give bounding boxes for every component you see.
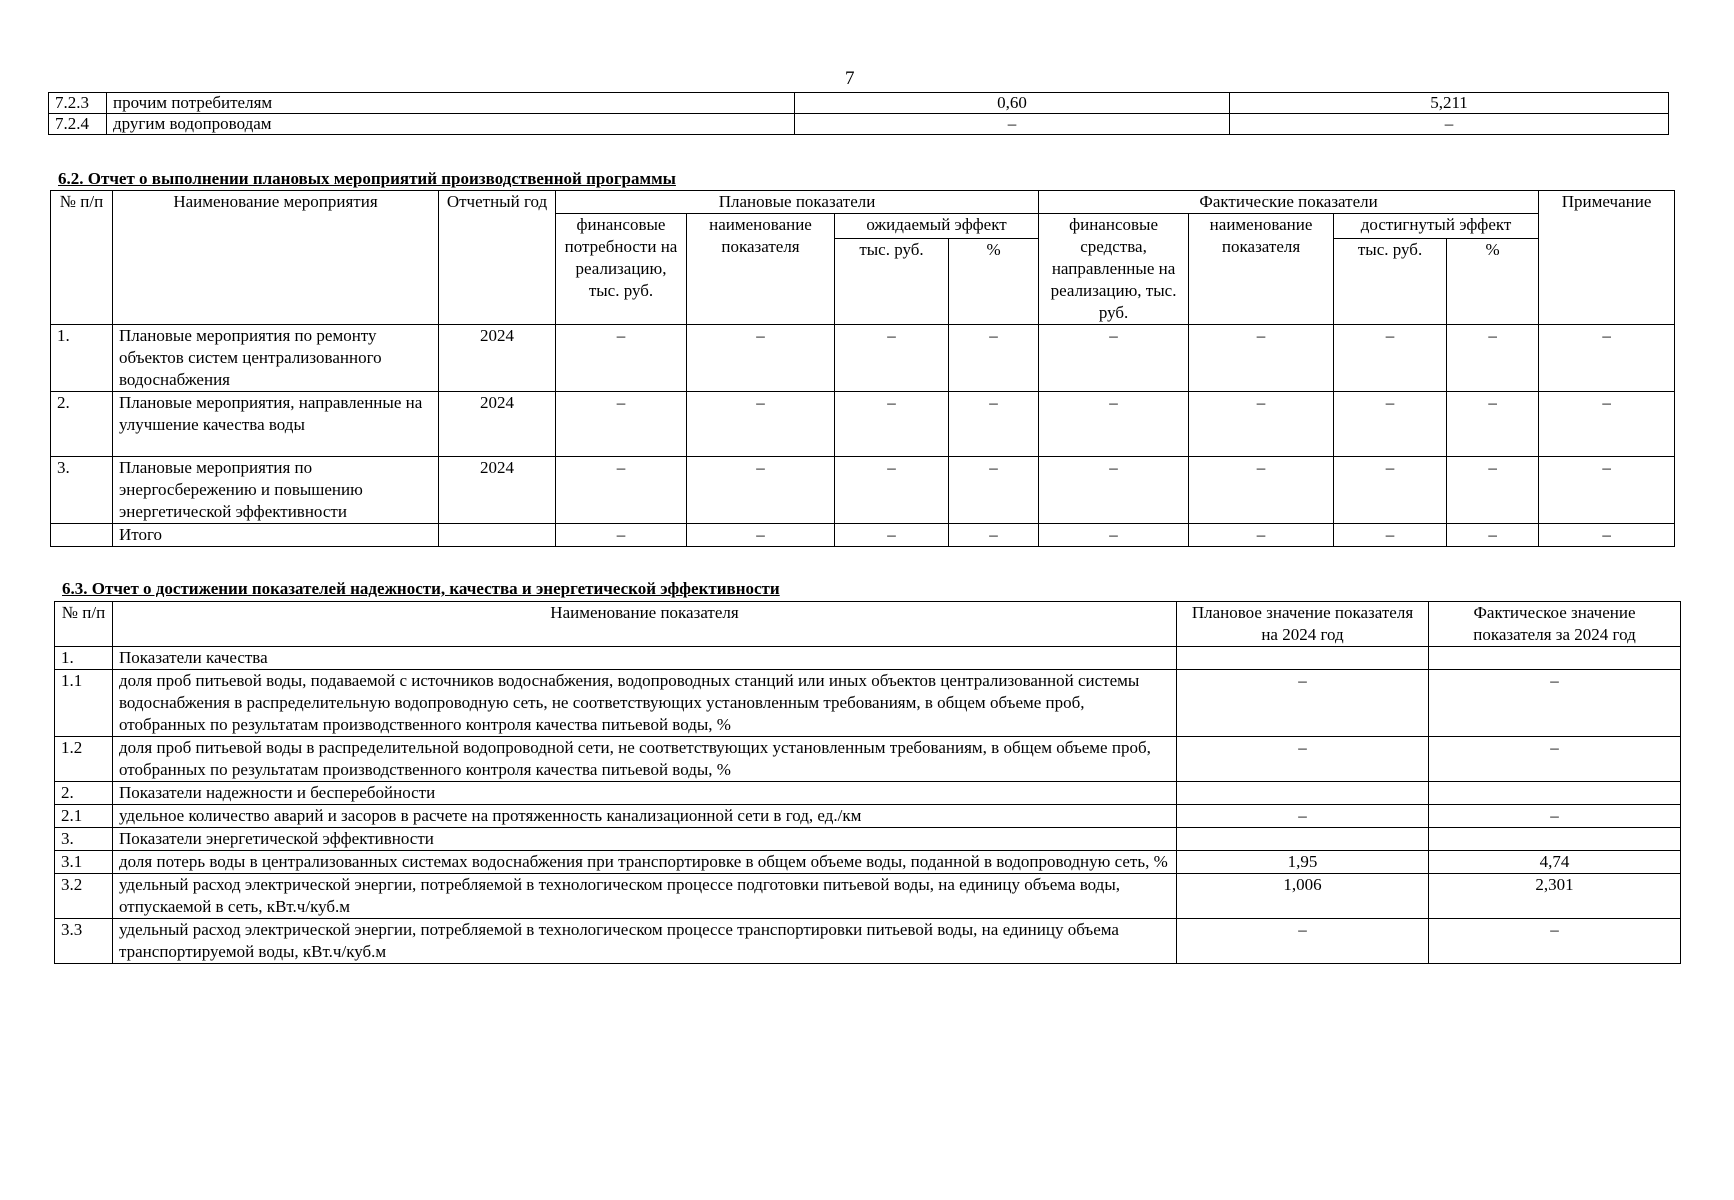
header-num: № п/п: [55, 602, 113, 647]
header-fact-fin: финансовые средства, направленные на реализацию, тыс. руб.: [1039, 214, 1189, 325]
header-fact: Фактическое значение показателя за 2024 год: [1429, 602, 1681, 647]
page-number: 7: [845, 68, 855, 89]
header-plan: Плановое значение показателя на 2024 год: [1177, 602, 1429, 647]
fact-value: 5,211: [1230, 93, 1669, 114]
table-row: [55, 828, 1681, 851]
cell: –: [1189, 392, 1334, 457]
row-name: другим водопроводам: [107, 114, 795, 135]
row-name: доля проб питьевой воды в распределительной водопроводной сети, не соответствующих установленным требованиям, в общем объеме проб, отобранных по результатам производственного контроля качества питьевой воды, %: [113, 737, 1177, 782]
table-row: [55, 647, 1681, 670]
fact-value: [1429, 782, 1681, 805]
section-62-table: [50, 190, 1675, 547]
cell: –: [1189, 457, 1334, 524]
row-number: 3.1: [55, 851, 113, 874]
fact-value: –: [1429, 805, 1681, 828]
row-number: 3.3: [55, 919, 113, 964]
section-63-table: [54, 601, 1681, 964]
header-name: Наименование мероприятия: [113, 191, 439, 325]
top-table: [48, 92, 1669, 135]
cell: –: [1334, 392, 1447, 457]
header-plan-pct: %: [949, 239, 1039, 325]
header-note: Примечание: [1539, 191, 1675, 325]
cell: –: [1539, 325, 1675, 392]
row-name: прочим потребителям: [107, 93, 795, 114]
row-number: 2.: [55, 782, 113, 805]
cell: –: [1539, 524, 1675, 547]
row-name: Показатели качества: [113, 647, 1177, 670]
cell: –: [1334, 457, 1447, 524]
plan-value: 1,006: [1177, 874, 1429, 919]
cell: –: [835, 524, 949, 547]
table-row: [49, 114, 1669, 135]
header-plan-ind: наименование показателя: [687, 214, 835, 325]
fact-value: [1429, 647, 1681, 670]
cell: –: [556, 325, 687, 392]
row-year: 2024: [439, 392, 556, 457]
cell: –: [835, 457, 949, 524]
cell: –: [1039, 325, 1189, 392]
cell: –: [835, 392, 949, 457]
section-63-title: 6.3. Отчет о достижении показателей надежности, качества и энергетической эффективности: [62, 579, 780, 598]
plan-value: –: [1177, 919, 1429, 964]
row-number: 7.2.3: [49, 93, 107, 114]
cell: –: [687, 524, 835, 547]
cell: –: [1334, 325, 1447, 392]
cell: –: [1039, 524, 1189, 547]
table-row: [51, 325, 1675, 392]
table-row: [49, 93, 1669, 114]
fact-value: [1429, 828, 1681, 851]
row-number: 2.: [51, 392, 113, 457]
table-row: [55, 737, 1681, 782]
plan-value: –: [1177, 805, 1429, 828]
fact-value: 4,74: [1429, 851, 1681, 874]
header-name: Наименование показателя: [113, 602, 1177, 647]
header-num: № п/п: [51, 191, 113, 325]
plan-value: –: [1177, 670, 1429, 737]
row-year: 2024: [439, 325, 556, 392]
cell: –: [556, 392, 687, 457]
table-row: [55, 874, 1681, 919]
table-row: [55, 782, 1681, 805]
row-number: 1.: [51, 325, 113, 392]
table-row: [55, 919, 1681, 964]
cell: –: [556, 457, 687, 524]
row-number: 3.2: [55, 874, 113, 919]
row-number: 7.2.4: [49, 114, 107, 135]
header-plan-fin: финансовые потребности на реализацию, тыс. руб.: [556, 214, 687, 325]
row-number: 3.: [55, 828, 113, 851]
cell: –: [1447, 524, 1539, 547]
row-year: [439, 524, 556, 547]
row-name: Плановые мероприятия по ремонту объектов систем централизованного водоснабжения: [113, 325, 439, 392]
table-row: [55, 851, 1681, 874]
row-name: удельный расход электрической энергии, потребляемой в технологическом процессе транспортировки питьевой воды, на единицу объема транспортируемой воды, кВт.ч/куб.м: [113, 919, 1177, 964]
plan-value: –: [795, 114, 1230, 135]
cell: –: [687, 457, 835, 524]
header-year: Отчетный год: [439, 191, 556, 325]
header-plan-thous: тыс. руб.: [835, 239, 949, 325]
row-number: 2.1: [55, 805, 113, 828]
fact-value: –: [1230, 114, 1669, 135]
cell: –: [835, 325, 949, 392]
cell: –: [1447, 325, 1539, 392]
row-name: Показатели энергетической эффективности: [113, 828, 1177, 851]
total-label: Итого: [113, 524, 439, 547]
row-number: 1.: [55, 647, 113, 670]
fact-value: –: [1429, 737, 1681, 782]
row-name: удельное количество аварий и засоров в расчете на протяженность канализационной сети в год, ед./км: [113, 805, 1177, 828]
header-plan-effect: ожидаемый эффект: [835, 214, 1039, 239]
row-year: 2024: [439, 457, 556, 524]
plan-value: [1177, 782, 1429, 805]
cell: –: [1539, 457, 1675, 524]
plan-value: 0,60: [795, 93, 1230, 114]
cell: –: [687, 392, 835, 457]
row-number: 3.: [51, 457, 113, 524]
cell: –: [949, 524, 1039, 547]
fact-value: –: [1429, 670, 1681, 737]
section-62-title: 6.2. Отчет о выполнении плановых мероприятий производственной программы: [58, 169, 676, 188]
header-fact-thous: тыс. руб.: [1334, 239, 1447, 325]
table-row: [55, 670, 1681, 737]
header-actual: Фактические показатели: [1039, 191, 1539, 214]
row-number: 1.1: [55, 670, 113, 737]
cell: –: [1189, 524, 1334, 547]
cell: –: [949, 457, 1039, 524]
plan-value: [1177, 647, 1429, 670]
header-planned: Плановые показатели: [556, 191, 1039, 214]
cell: –: [1447, 457, 1539, 524]
row-name: доля потерь воды в централизованных системах водоснабжения при транспортировке в общем объеме воды, поданной в водопроводную сеть, %: [113, 851, 1177, 874]
cell: –: [1189, 325, 1334, 392]
cell: –: [1039, 457, 1189, 524]
header-fact-effect: достигнутый эффект: [1334, 214, 1539, 239]
plan-value: [1177, 828, 1429, 851]
fact-value: 2,301: [1429, 874, 1681, 919]
header-fact-ind: наименование показателя: [1189, 214, 1334, 325]
cell: –: [1039, 392, 1189, 457]
row-name: доля проб питьевой воды, подаваемой с источников водоснабжения, водопроводных станций или иных объектов централизованной системы водоснабжения в распределительную водопроводную сеть, не соответствующих установленным требованиям, в общем объеме проб, отобранных по результатам производственного контроля качества питьевой воды, %: [113, 670, 1177, 737]
row-number: 1.2: [55, 737, 113, 782]
cell: –: [949, 392, 1039, 457]
table-row: [51, 392, 1675, 457]
plan-value: –: [1177, 737, 1429, 782]
row-name: Плановые мероприятия по энергосбережению и повышению энергетической эффективности: [113, 457, 439, 524]
cell: –: [949, 325, 1039, 392]
row-name: Плановые мероприятия, направленные на улучшение качества воды: [113, 392, 439, 457]
header-fact-pct: %: [1447, 239, 1539, 325]
table-row: [55, 805, 1681, 828]
row-name: удельный расход электрической энергии, потребляемой в технологическом процессе подготовки питьевой воды, на единицу объема воды, отпускаемой в сеть, кВт.ч/куб.м: [113, 874, 1177, 919]
table-row: [51, 457, 1675, 524]
total-row: [51, 524, 1675, 547]
cell: –: [687, 325, 835, 392]
cell: –: [1539, 392, 1675, 457]
cell: –: [556, 524, 687, 547]
cell: –: [1447, 392, 1539, 457]
row-number: [51, 524, 113, 547]
cell: –: [1334, 524, 1447, 547]
fact-value: –: [1429, 919, 1681, 964]
row-name: Показатели надежности и бесперебойности: [113, 782, 1177, 805]
plan-value: 1,95: [1177, 851, 1429, 874]
